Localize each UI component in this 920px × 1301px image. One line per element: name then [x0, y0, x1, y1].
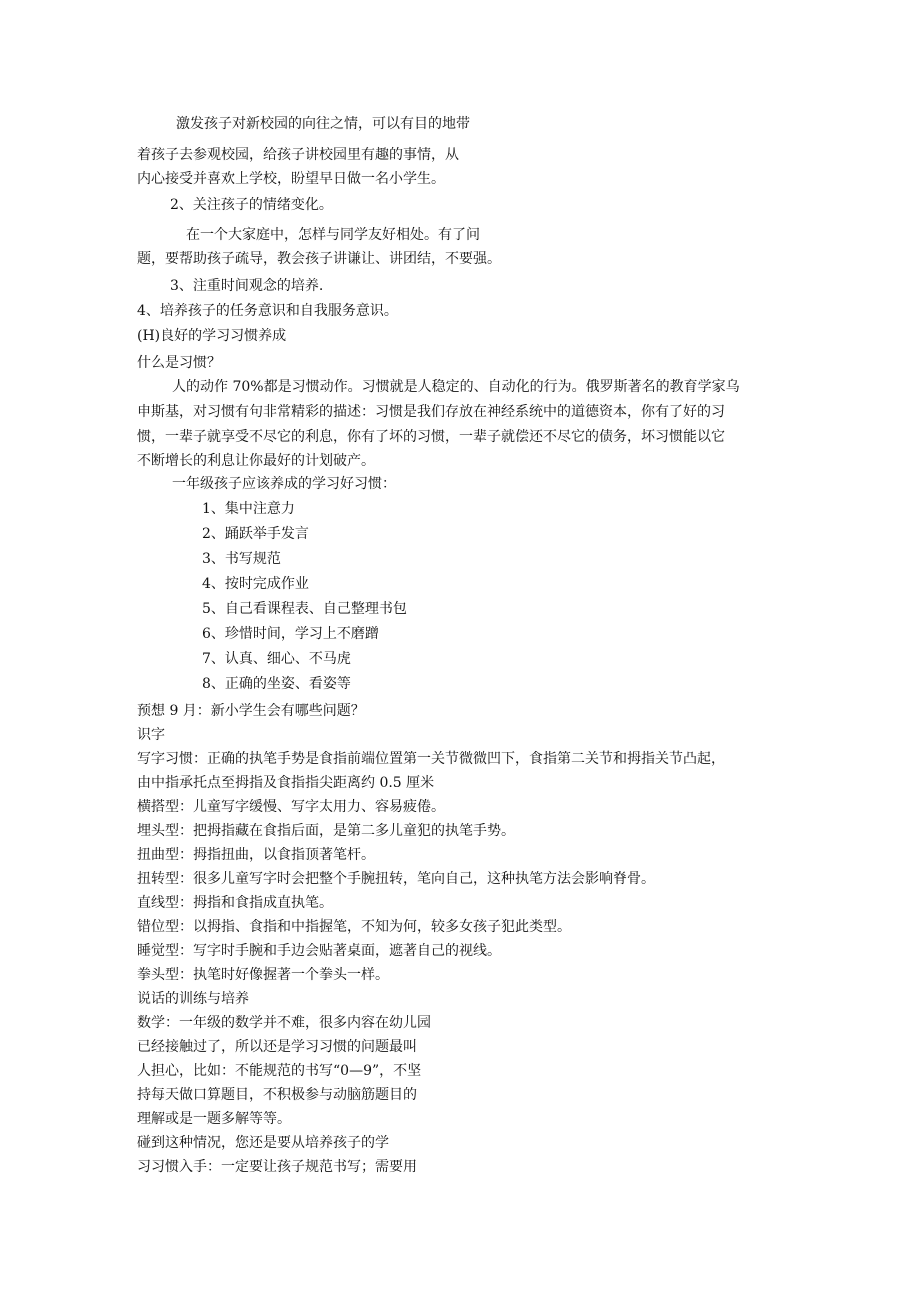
text-line: 内心接受并喜欢上学校，盼望早日做一名小学生。 [137, 171, 445, 187]
text-line: 激发孩子对新校园的向往之情，可以有目的地带 [176, 116, 470, 132]
text-line: 碰到这种情况，您还是要从培养孩子的学 [137, 1135, 389, 1151]
text-line: 申斯基，对习惯有句非常精彩的描述：习惯是我们存放在神经系统中的道德资本，你有了好的习 [137, 404, 725, 420]
text-line: 已经接触过了，所以还是学习习惯的问题最叫 [137, 1039, 417, 1055]
text-line: 不断增长的利息让你最好的计划破产。 [137, 453, 375, 469]
text-line: 由中指承托点至拇指及食指指尖距离约 0.5 厘米 [137, 775, 435, 791]
list-item: 6、珍惜时间，学习上不磨蹭 [202, 626, 379, 642]
text-line: 3、注重时间观念的培养. [170, 278, 324, 294]
text-line: 习习惯入手：一定要让孩子规范书写；需要用 [137, 1159, 417, 1175]
text-line: 数学：一年级的数学并不难，很多内容在幼儿园 [137, 1015, 431, 1031]
text-line: 错位型：以拇指、食指和中指握笔，不知为何，较多女孩子犯此类型。 [137, 919, 571, 935]
text-line: 拳头型：执笔时好像握著一个拳头一样。 [137, 967, 389, 983]
list-item: 5、自己看课程表、自己整理书包 [202, 601, 407, 617]
text-line: 什么是习惯？ [137, 355, 221, 371]
text-line: 人担心，比如：不能规范的书写“0—9”，不坚 [137, 1063, 422, 1079]
text-line: 2、关注孩子的情绪变化。 [170, 197, 333, 213]
section-heading: (H)良好的学习习惯养成 [137, 328, 287, 344]
list-item: 2、踊跃举手发言 [202, 526, 309, 542]
text-line: 埋头型：把拇指藏在食指后面，是第二多儿童犯的执笔手势。 [137, 823, 515, 839]
text-line: 4、培养孩子的任务意识和自我服务意识。 [137, 303, 398, 319]
text-line: 题，要帮助孩子疏导，教会孩子讲谦让、讲团结，不要强。 [137, 251, 501, 267]
text-line: 持每天做口算题目，不积极参与动脑筋题目的 [137, 1087, 417, 1103]
text-line: 扭曲型：拇指扭曲，以食指顶著笔杆。 [137, 847, 375, 863]
text-line: 直线型：拇指和食指成直执笔。 [137, 895, 333, 911]
text-line: 惯，一辈子就享受不尽它的利息，你有了坏的习惯，一辈子就偿还不尽它的债务，坏习惯能以它 [137, 429, 725, 445]
text-line: 睡觉型：写字时手腕和手边会贴著桌面，遮著自己的视线。 [137, 943, 501, 959]
list-item: 1、集中注意力 [202, 501, 295, 517]
text-line: 说话的训练与培养 [137, 991, 249, 1007]
text-line: 横搭型：儿童写字缓慢、写字太用力、容易疲倦。 [137, 799, 445, 815]
list-item: 7、认真、细心、不马虎 [202, 651, 351, 667]
text-line: 人的动作 70%都是习惯动作。习惯就是人稳定的、自动化的行为。俄罗斯著名的教育学家乌 [172, 379, 740, 395]
list-item: 8、正确的坐姿、看姿等 [202, 676, 351, 692]
text-line: 一年级孩子应该养成的学习好习惯： [172, 476, 396, 492]
list-item: 4、按时完成作业 [202, 576, 309, 592]
text-line: 写字习惯：正确的执笔手势是食指前端位置第一关节微微凹下，食指第二关节和拇指关节凸起， [137, 751, 725, 767]
text-line: 扭转型：很多儿童写字时会把整个手腕扭转，笔向自己，这种执笔方法会影响脊骨。 [137, 871, 655, 887]
text-line: 在一个大家庭中，怎样与同学友好相处。有了问 [186, 227, 480, 243]
text-line: 预想 9 月：新小学生会有哪些问题？ [137, 703, 365, 719]
text-line: 识字 [137, 727, 165, 743]
list-item: 3、书写规范 [202, 551, 281, 567]
text-line: 理解或是一题多解等等。 [137, 1111, 291, 1127]
text-line: 着孩子去参观校园，给孩子讲校园里有趣的事情，从 [137, 147, 459, 163]
